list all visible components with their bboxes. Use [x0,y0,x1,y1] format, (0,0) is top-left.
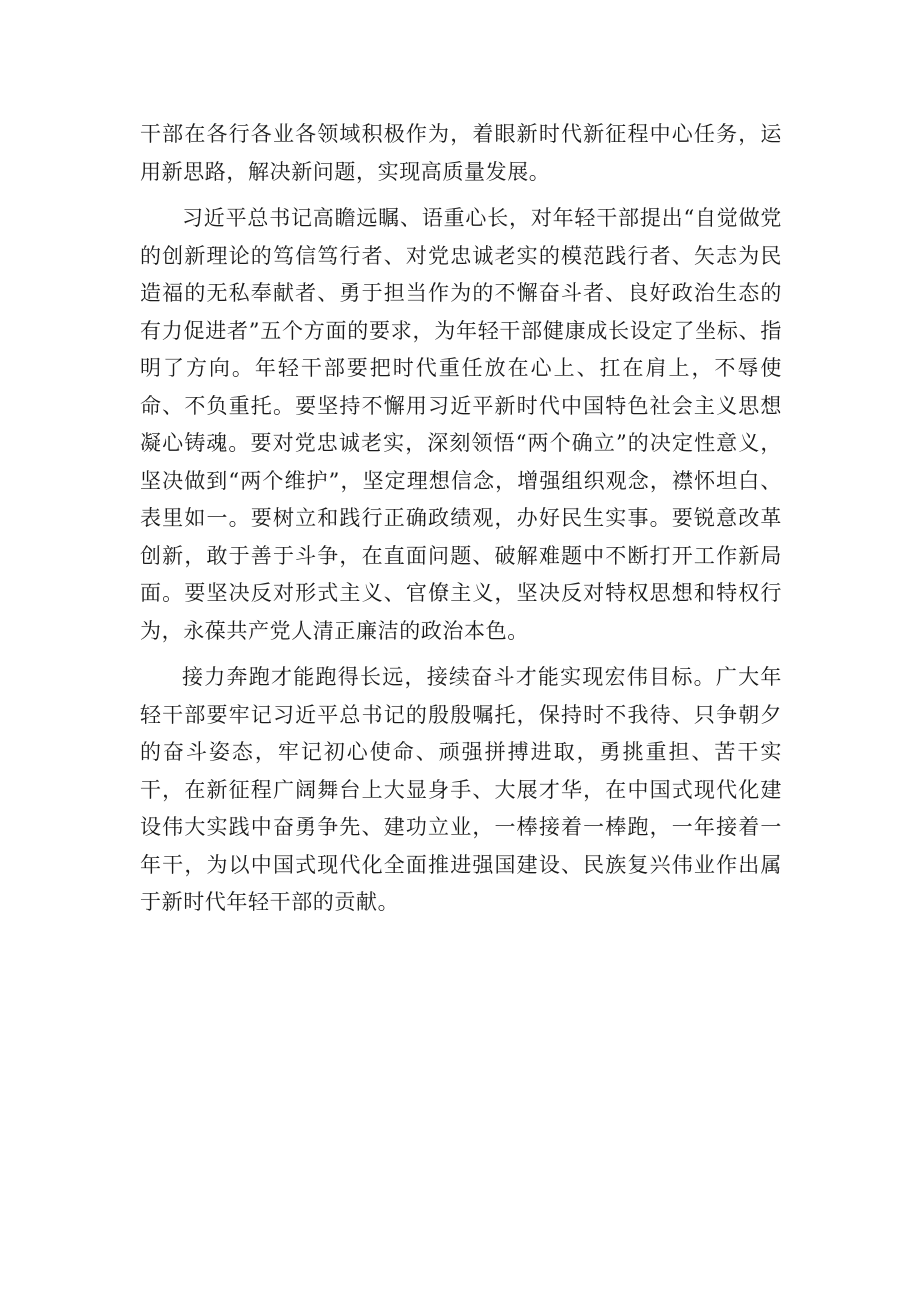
document-body [140,116,782,931]
paragraph-requirements: 习近平总书记高瞻远瞩、语重心长，对年轻干部提出“自觉做党的创新理论的笃信笃行者、对党忠诚老实的模范践行者、矢志为民造福的无私奉献者、勇于担当作为的不懈奋斗者、良好政治生态的有力促进者”五个方面的要求，为年轻干部健康成长设定了坐标、指明了方向。年轻干部要把时代重任放在心上、扛在肩上，不辱使命、不负重托。要坚持不懈用习近平新时代中国特色社会主义思想凝心铸魂。要对党忠诚老实，深刻领悟“两个确立”的决定性意义，坚决做到“两个维护”，坚定理想信念，增强组织观念，襟怀坦白、表里如一。要树立和践行正确政绩观，办好民生实事。要锐意改革创新，敢于善于斗争，在直面问题、破解难题中不断打开工作新局面。要坚决反对形式主义、官僚主义，坚决反对特权思想和特权行为，永葆共产党人清正廉洁的政治本色。 [140,206,782,643]
paragraph-continuation: 干部在各行各业各领域积极作为，着眼新时代新征程中心任务，运用新思路，解决新问题，实现高质量发展。 [140,122,782,184]
paragraph-conclusion: 接力奔跑才能跑得长远，接续奋斗才能实现宏伟目标。广大年轻干部要牢记习近平总书记的殷殷嘱托，保持时不我待、只争朝夕的奋斗姿态，牢记初心使命、顽强拼搏进取，勇挑重担、苦干实干，在新征程广阔舞台上大显身手、大展才华，在中国式现代化建设伟大实践中奋勇争先、建功立业，一棒接着一棒跑，一年接着一年干，为以中国式现代化全面推进强国建设、民族复兴伟业作出属于新时代年轻干部的贡献。 [140,665,782,914]
